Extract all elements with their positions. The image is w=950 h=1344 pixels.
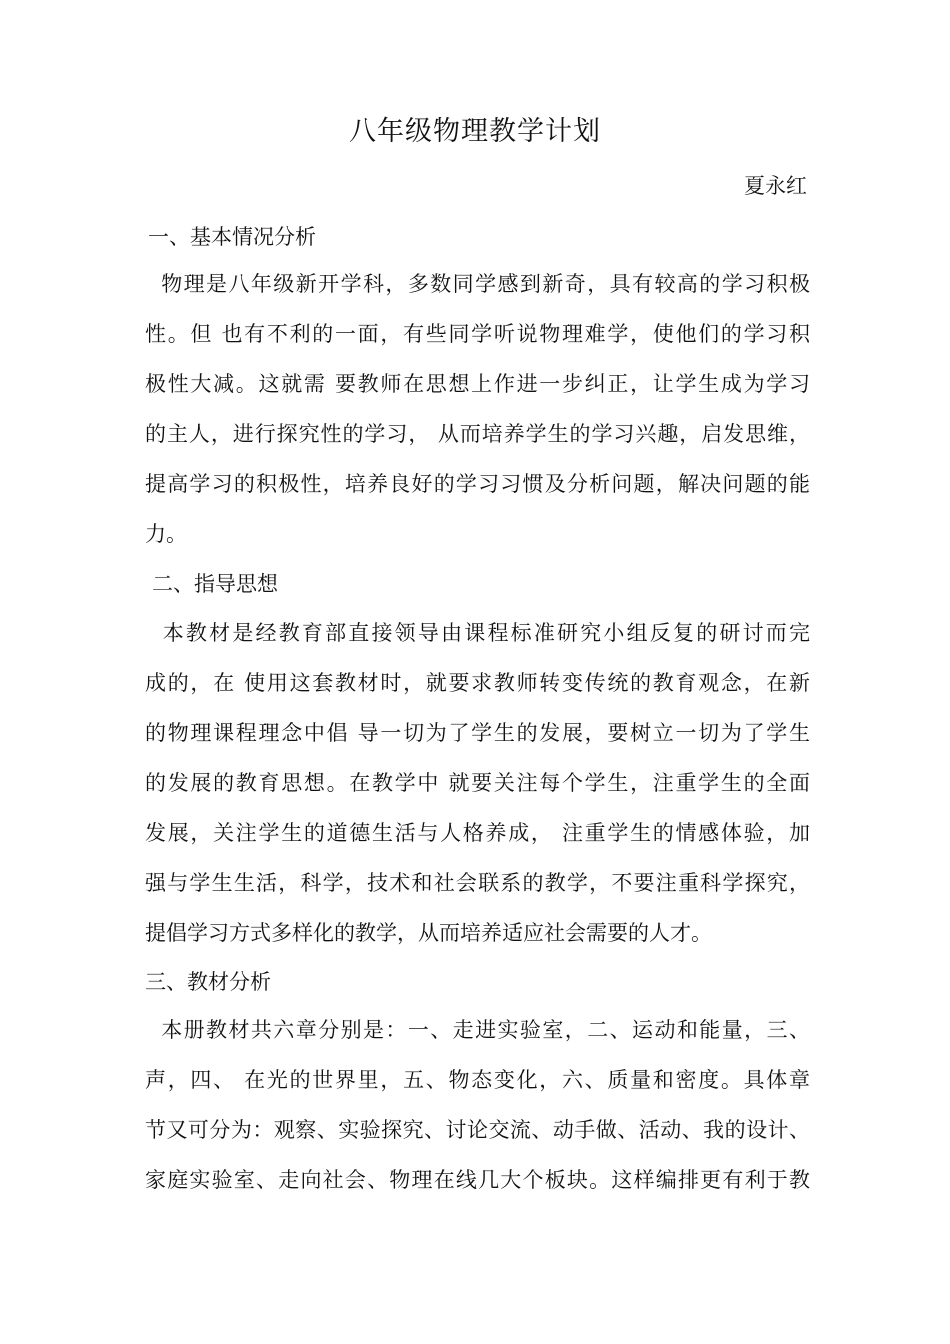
text-line: 提倡学习方式多样化的教学，从而培养适应社会需要的人才。 <box>145 921 712 945</box>
section-body-guiding-ideology <box>145 608 810 958</box>
text-line: 性。但 也有不利的一面，有些同学听说物理难学，使他们的学习积 <box>145 322 810 346</box>
text-line: 声，四、 在光的世界里，五、物态变化，六、质量和密度。具体章 <box>145 1068 810 1092</box>
section-body-textbook-analysis <box>145 1005 810 1205</box>
text-line: 发展，关注学生的道德生活与人格养成， 注重学生的情感体验，加 <box>145 821 810 845</box>
section-heading-guiding-ideology: 二、指导思想 <box>152 572 278 596</box>
document-title: 八年级物理教学计划 <box>349 116 601 147</box>
text-line: 物理是八年级新开学科，多数同学感到新奇，具有较高的学习积极 <box>145 272 810 296</box>
text-line: 家庭实验室、走向社会、物理在线几大个板块。这样编排更有利于教 <box>145 1168 810 1192</box>
text-line: 本教材是经教育部直接领导由课程标准研究小组反复的研讨而完 <box>145 621 810 645</box>
text-line: 极性大减。这就需 要教师在思想上作进一步纠正，让学生成为学习 <box>145 372 810 396</box>
text-line: 力。 <box>145 522 187 546</box>
text-line: 提高学习的积极性，培养良好的学习习惯及分析问题，解决问题的能 <box>145 472 810 496</box>
text-line: 成的，在 使用这套教材时，就要求教师转变传统的教育观念，在新 <box>145 671 810 695</box>
text-line: 节又可分为：观察、实验探究、讨论交流、动手做、活动、我的设计、 <box>145 1118 810 1142</box>
section-heading-basic-analysis: 一、基本情况分析 <box>148 225 316 249</box>
text-line: 的物理课程理念中倡 导一切为了学生的发展，要树立一切为了学生 <box>145 721 810 745</box>
section-body-basic-analysis <box>145 259 810 559</box>
document-author: 夏永红 <box>744 174 807 198</box>
text-line: 的主人，进行探究性的学习， 从而培养学生的学习兴趣，启发思维， <box>145 422 810 446</box>
text-line: 强与学生生活，科学，技术和社会联系的教学，不要注重科学探究， <box>145 871 810 895</box>
section-heading-textbook-analysis: 三、教材分析 <box>145 970 271 994</box>
text-line: 的发展的教育思想。在教学中 就要关注每个学生，注重学生的全面 <box>145 771 810 795</box>
text-line: 本册教材共六章分别是：一、走进实验室，二、运动和能量，三、 <box>145 1018 810 1042</box>
